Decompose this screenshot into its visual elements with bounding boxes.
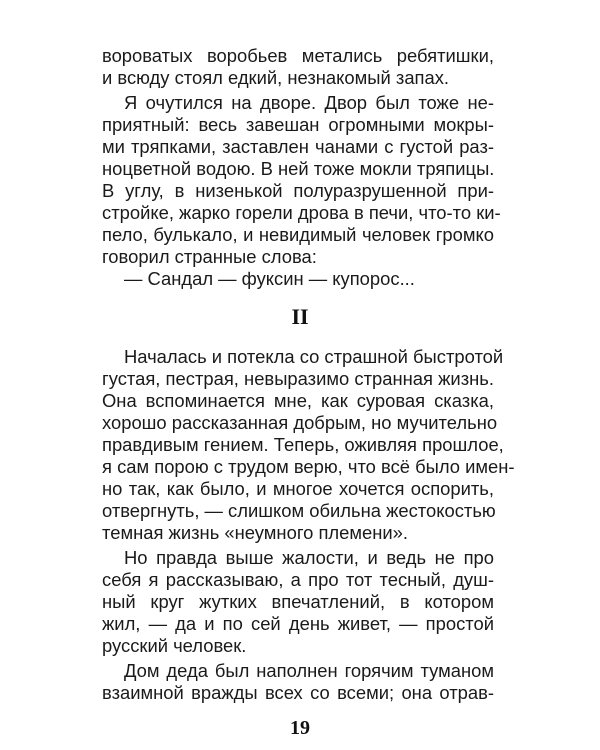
text-line: пело, булькало, и невидимый человек громко [102,224,494,245]
text-line: говорил странные слова: [102,246,317,267]
text-line: Дом деда был наполнен горячим туманом [124,660,494,681]
text-line: — Сандал — фуксин — купорос... [124,268,415,289]
text-line: и всюду стоял едкий, незнакомый запах. [102,67,450,88]
text-line: Но правда выше жалости, и ведь не про [124,547,494,568]
text-line: В углу, в низенькой полуразрушенной при- [102,180,494,201]
text-line: приятный: весь завешан огромными мокры- [102,114,494,135]
text-line: Началась и потекла со страшной быстротой [124,346,504,367]
text-line: стройке, жарко горели дрова в печи, что-то ки- [102,202,501,223]
text-line: ми тряпками, заставлен чанами с густой раз- [102,136,494,157]
text-line: взаимной вражды всех со всеми; она отрав- [102,682,494,703]
text-line: Я очутился на дворе. Двор был тоже не- [124,92,494,113]
text-line: густая, пестрая, невыразимо странная жизнь. [102,368,494,389]
page-number: 19 [290,717,310,739]
text-line: ный круг жутких впечатлений, в котором [102,591,494,612]
text-line: русский человек. [102,635,247,656]
text-line: жил, — да и по сей день живет, — простой [102,613,494,634]
text-line: я сам порою с трудом верю, что всё было имен- [102,456,515,477]
text-line: Она вспоминается мне, как суровая сказка, [102,390,494,411]
text-line: отвергнуть, — слишком обильна жестокостью [102,500,496,521]
chapter-heading: II [291,304,309,329]
text-line: хорошо рассказанная добрым, но мучительно [102,412,498,433]
text-line: вороватых воробьев метались ребятишки, [102,45,494,66]
text-line: ноцветной водою. В ней тоже мокли тряпицы. [102,158,495,179]
text-line: темная жизнь «неумного племени». [102,522,409,543]
text-line: себя я рассказываю, а про тот тесный, душ- [102,569,494,590]
text-line: правдивым гением. Теперь, оживляя прошлое, [102,434,504,455]
text-line: но так, как было, и многое хочется оспорить, [102,478,494,499]
